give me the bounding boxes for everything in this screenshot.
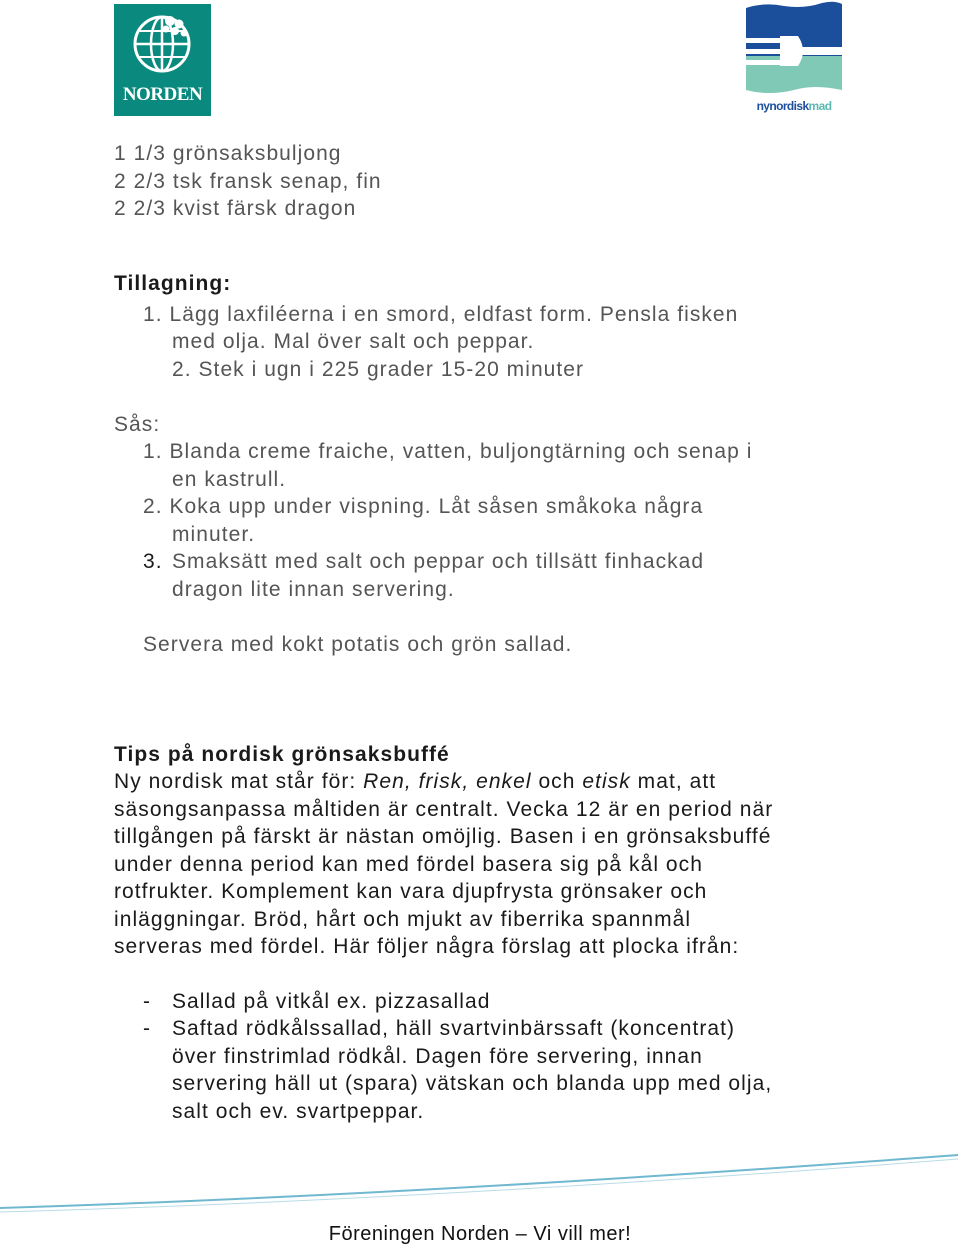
bullet-item-continued: salt och ev. svartpeppar.: [172, 1100, 425, 1123]
ingredient-line: 2 2/3 kvist färsk dragon: [114, 197, 357, 220]
sas-line: dragon lite innan servering.: [172, 578, 455, 601]
tips-line: tillgången på färskt är nästan omöjlig. Basen i en grönsaksbuffé: [114, 825, 772, 848]
sas-line: minuter.: [172, 523, 256, 546]
bullet-item: Sallad på vitkål ex. pizzasallad: [172, 990, 491, 1013]
sas-line: en kastrull.: [172, 468, 287, 491]
tips-emphasis: Ren, frisk, enkel: [363, 770, 532, 793]
tillagning-line: 1. Lägg laxfiléerna i en smord, eldfast form. Pensla fisken: [143, 303, 739, 326]
nynordiskmad-logo: [744, 0, 844, 120]
tips-line: rotfrukter. Komplement kan vara djupfrysta grönsaker och: [114, 880, 708, 903]
sas-line: 1. Blanda creme fraiche, vatten, buljongtärning och senap i: [143, 440, 753, 463]
sas-heading: Sås:: [114, 413, 161, 436]
bullet-item: Saftad rödkålssallad, häll svartvinbärssaft (koncentrat): [172, 1017, 736, 1040]
tips-text: mat, att: [630, 770, 717, 793]
footer-swoosh-divider: [0, 1150, 960, 1220]
tillagning-heading: Tillagning:: [114, 272, 232, 295]
sas-line: Smaksätt med salt och peppar och tillsätt finhackad: [172, 550, 705, 573]
bullet-dash: -: [143, 1017, 152, 1040]
tips-text: och: [531, 770, 583, 793]
logo-text-nordisk: nordisk: [769, 99, 809, 113]
bullet-item-continued: servering häll ut (spara) vätskan och blanda upp med olja,: [172, 1072, 773, 1095]
tips-text: Ny nordisk mat står för:: [114, 770, 364, 793]
tips-line: säsongsanpassa måltiden är centralt. Vecka 12 är en period när: [114, 798, 774, 821]
bullet-item-continued: över finstrimlad rödkål. Dagen före servering, innan: [172, 1045, 703, 1068]
sas-step-number: 3.: [143, 550, 163, 573]
tips-line: inläggningar. Bröd, hårt och mjukt av fiberrika spannmål: [114, 908, 692, 931]
logo-text-ny: ny: [756, 99, 770, 113]
tillagning-line: 2. Stek i ugn i 225 grader 15-20 minuter: [172, 358, 585, 381]
tillagning-line: med olja. Mal över salt och peppar.: [172, 330, 535, 353]
nynordiskmad-logo-text: [744, 99, 844, 113]
serving-suggestion: Servera med kokt potatis och grön sallad.: [143, 633, 573, 656]
tips-line: serveras med fördel. Här följer några förslag att plocka ifrån:: [114, 935, 740, 958]
footer-text: Föreningen Norden – Vi vill mer!: [328, 1223, 632, 1245]
fork-icon: [744, 0, 844, 98]
norden-logo-text: NORDEN: [122, 84, 203, 105]
sas-line: 2. Koka upp under vispning. Låt såsen småkoka några: [143, 495, 704, 518]
tips-line: [114, 768, 716, 796]
bullet-dash: -: [143, 990, 152, 1013]
tips-heading: Tips på nordisk grönsaksbuffé: [114, 743, 450, 766]
tips-line: under denna period kan med fördel basera sig på kål och: [114, 853, 703, 876]
logo-text-mad: mad: [808, 99, 832, 113]
tips-emphasis: etisk: [582, 770, 631, 793]
norden-logo: [114, 4, 211, 116]
ingredient-line: 1 1/3 grönsaksbuljong: [114, 142, 342, 165]
ingredient-line: 2 2/3 tsk fransk senap, fin: [114, 170, 382, 193]
